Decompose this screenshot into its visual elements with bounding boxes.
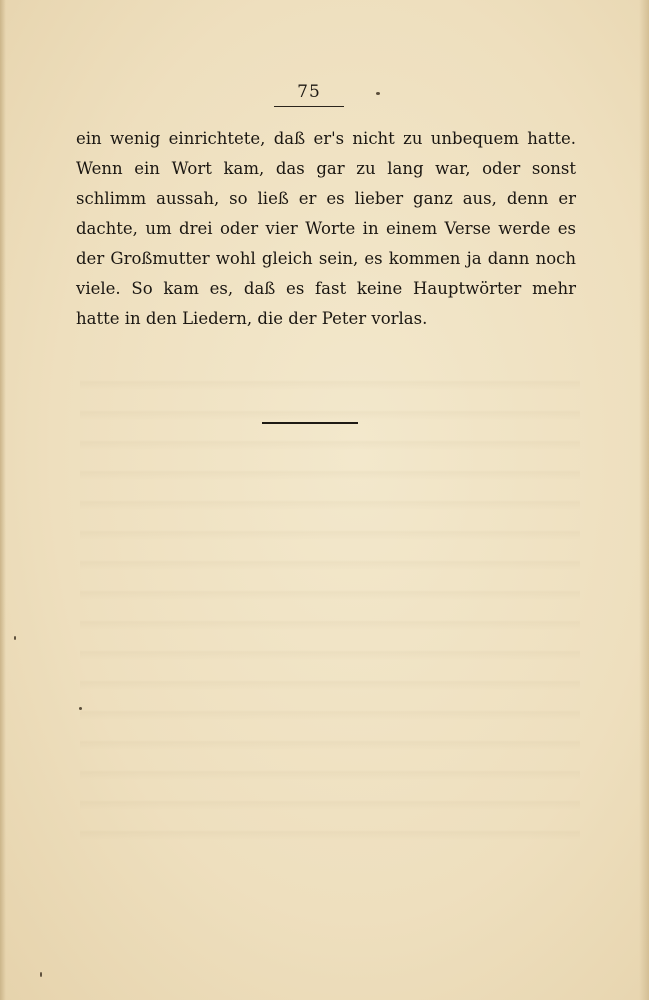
paper-speck xyxy=(40,972,42,977)
text-line: hatte in den Liedern, die der Peter vorlas. xyxy=(76,309,428,328)
text-line: der Großmutter wohl gleich sein, es kommen ja dann noch xyxy=(76,249,576,268)
text-line: dachte, um drei oder vier Worte in einem Verse werde es xyxy=(76,219,576,238)
bleed-through-texture xyxy=(80,360,580,860)
text-line: viele. So kam es, daß es fast keine Hauptwörter mehr xyxy=(76,279,576,298)
text-line: ein wenig einrichtete, daß er's nicht zu unbequem hatte. xyxy=(76,129,576,148)
body-text xyxy=(76,124,576,334)
text-line: schlimm aussah, so ließ er es lieber ganz aus, denn er xyxy=(76,189,576,208)
paper-speck xyxy=(376,92,380,95)
header-rule xyxy=(274,106,344,107)
page-edge-shadow-left xyxy=(0,0,6,1000)
paper-speck xyxy=(14,636,16,640)
page-number: 75 xyxy=(297,82,321,102)
page-edge-shadow-right xyxy=(639,0,649,1000)
paper-speck xyxy=(79,707,82,710)
text-line: Wenn ein Wort kam, das gar zu lang war, oder sonst xyxy=(76,159,576,178)
section-end-rule xyxy=(262,422,358,424)
